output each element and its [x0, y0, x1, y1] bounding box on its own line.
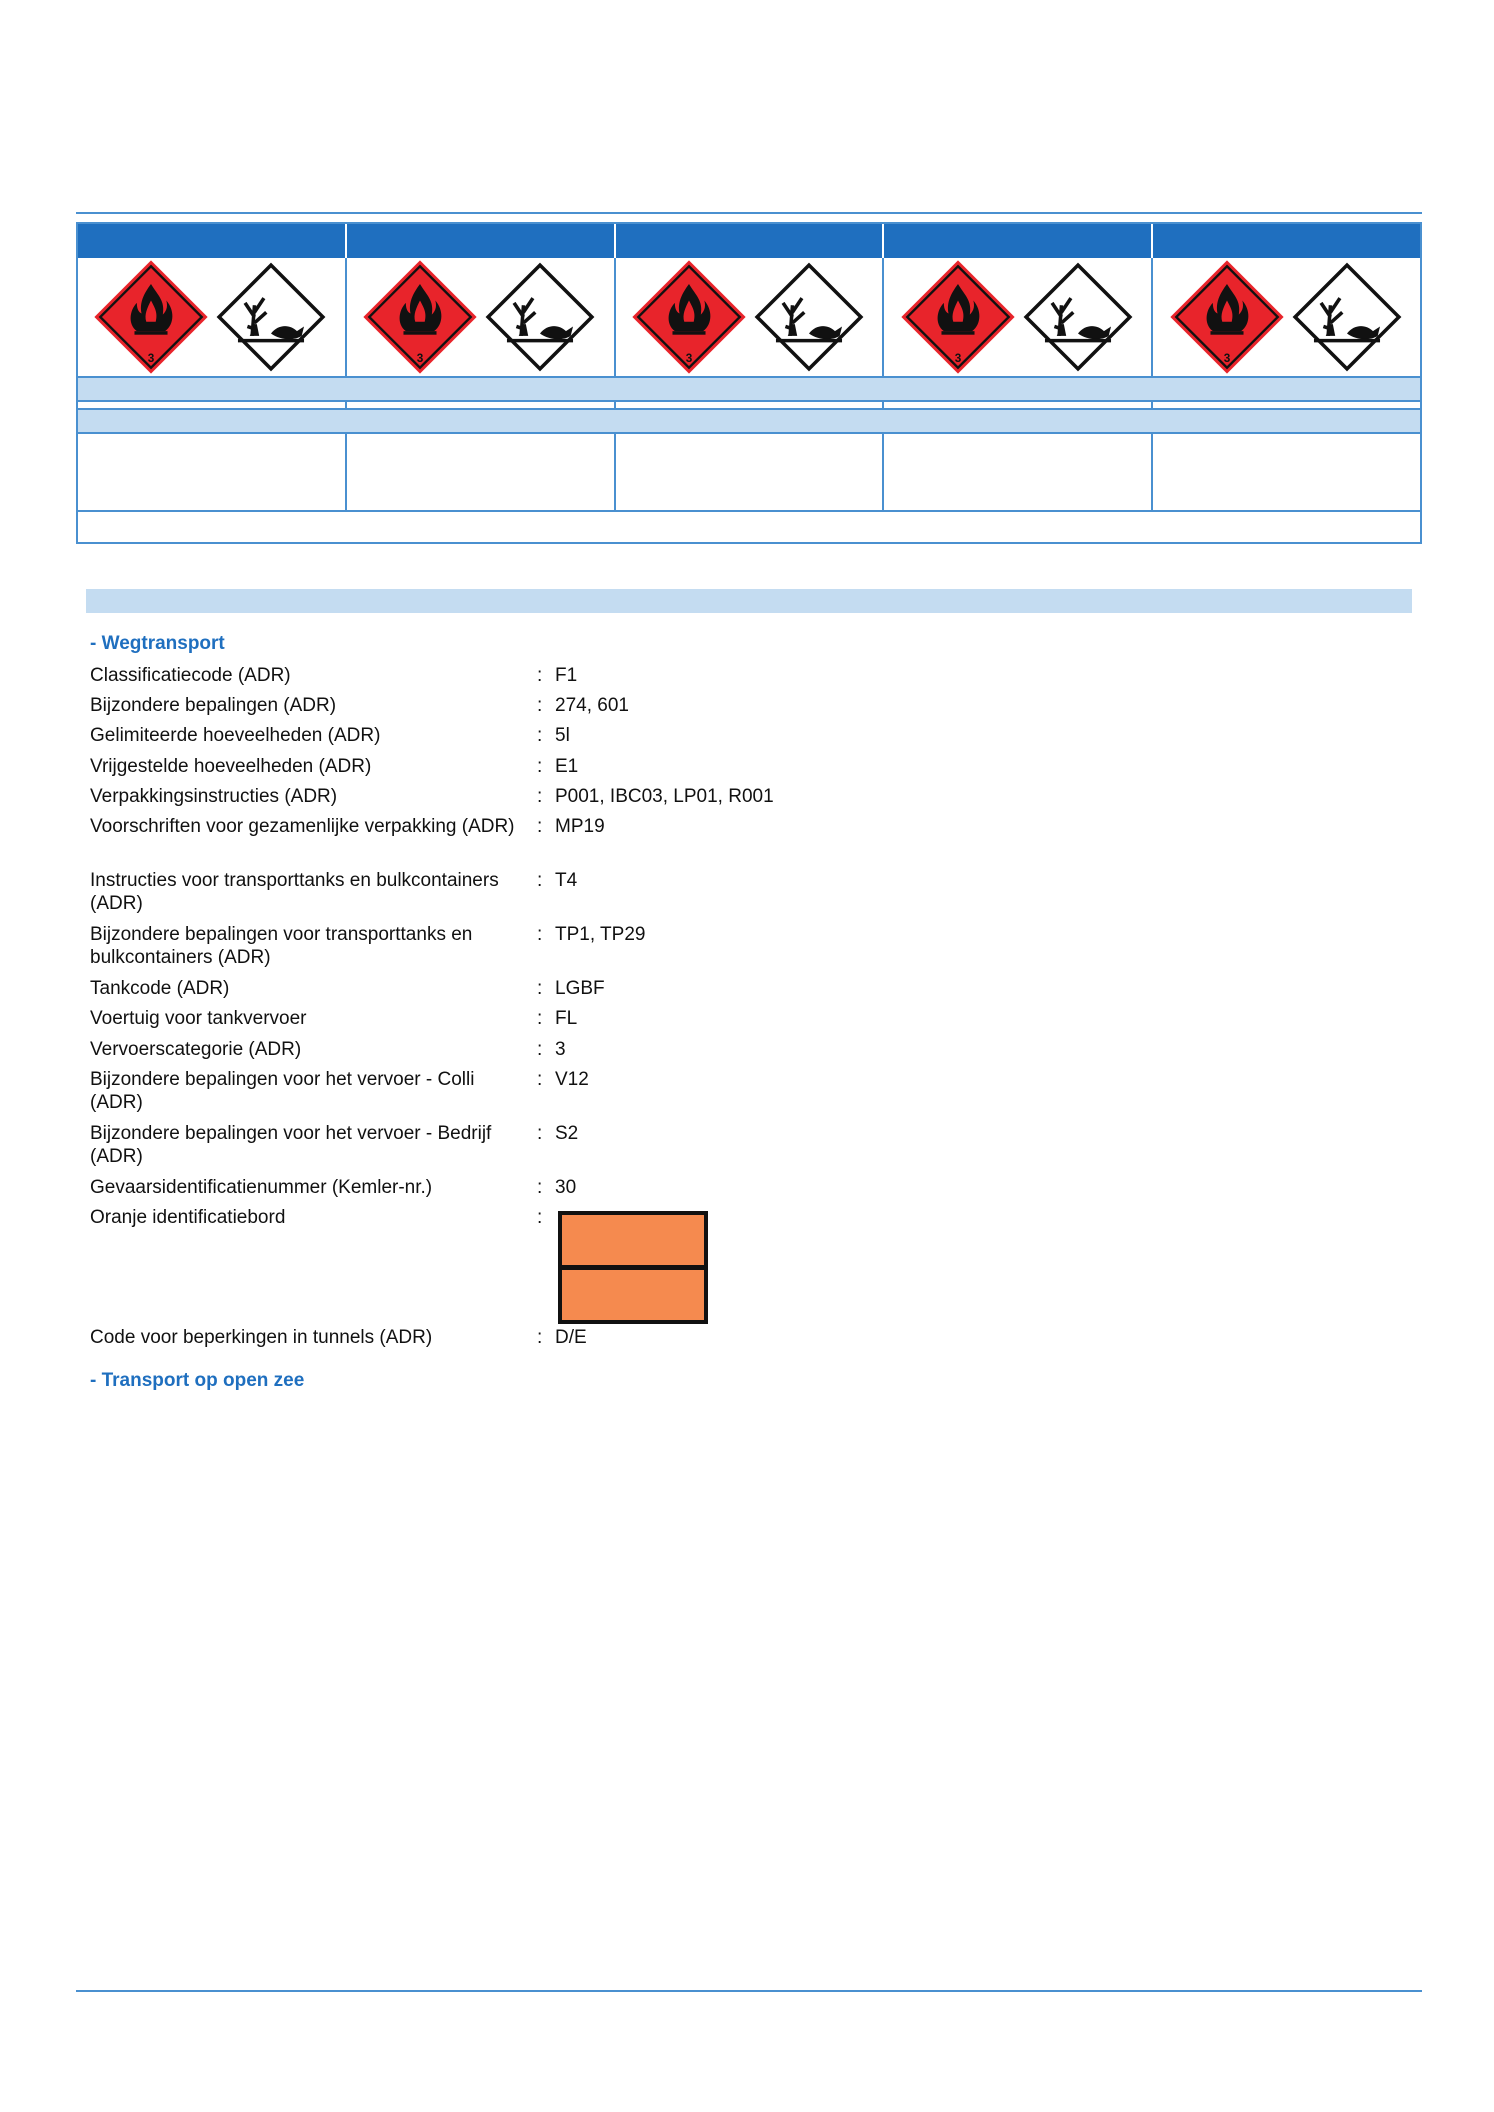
environment-hazard-icon: [212, 258, 330, 376]
precaution-row: [90, 1038, 1090, 1061]
column-imdg: [347, 224, 616, 258]
precaution-row: [90, 923, 1090, 969]
separator: :: [537, 1327, 543, 1348]
precaution-label: Verpakkingsinstructies (ADR): [90, 786, 338, 807]
packing-group-adr: [78, 402, 347, 408]
class-number: 3: [416, 351, 424, 365]
separator: :: [537, 695, 543, 716]
precaution-row: [90, 1122, 1090, 1168]
column-adn: [884, 224, 1153, 258]
precaution-row: [90, 1326, 1090, 1349]
precaution-value: E1: [555, 756, 579, 777]
precaution-row: [90, 724, 1090, 747]
packing-group-rid: [1153, 402, 1420, 408]
pictogram-cell-adr: [78, 258, 347, 376]
flame-icon: [1168, 258, 1286, 376]
env-hazard-adn: [884, 434, 1153, 510]
flame-icon: [92, 258, 210, 376]
environment-hazard-icon: [481, 258, 599, 376]
environment-hazard-icon: [1288, 258, 1406, 376]
env-hazard-iata: [616, 434, 885, 510]
precaution-value: F1: [555, 665, 578, 686]
precaution-value: V12: [555, 1069, 589, 1090]
column-rid: [1153, 224, 1420, 258]
flame-icon: [630, 258, 748, 376]
header-divider: [76, 212, 1422, 214]
separator: :: [537, 1069, 543, 1090]
flame-icon: [899, 258, 1017, 376]
environment-hazard-icon: [750, 258, 868, 376]
class-number: 3: [1223, 351, 1230, 365]
precaution-row: [90, 785, 1090, 808]
separator: :: [537, 1008, 543, 1029]
separator: :: [537, 816, 543, 837]
precaution-label: Instructies voor transporttanks en bulkcontainers (ADR): [90, 870, 499, 914]
precaution-row: [90, 1068, 1090, 1114]
precaution-label: Gelimiteerde hoeveelheden (ADR): [90, 725, 381, 746]
precaution-row: [90, 755, 1090, 778]
class-number: 3: [685, 351, 693, 365]
precaution-value: S2: [555, 1123, 579, 1144]
pictogram-cell-rid: [1153, 258, 1420, 376]
env-hazard-rid: [1153, 434, 1420, 510]
separator: :: [537, 870, 543, 891]
hazard-id-number: [562, 1215, 704, 1265]
class-number: 3: [148, 351, 155, 365]
footer-divider: [76, 1990, 1422, 1992]
precaution-row: [90, 869, 1090, 915]
precaution-value: 3: [555, 1039, 566, 1060]
column-adr: [78, 224, 347, 258]
additional-info-note: [78, 510, 1420, 542]
separator: :: [537, 756, 543, 777]
precaution-row: [90, 1007, 1090, 1030]
env-hazard-adr: [78, 434, 347, 510]
precaution-row: [90, 977, 1090, 1000]
precaution-label: Vrijgestelde hoeveelheden (ADR): [90, 756, 372, 777]
section-14-4-header: [78, 376, 1420, 400]
sea-transport-heading: - Transport op open zee: [90, 1370, 305, 1391]
precaution-label: Classificatiecode (ADR): [90, 665, 291, 686]
precaution-value: D/E: [555, 1327, 587, 1348]
section-14-6-header: [86, 589, 1412, 613]
transport-table-header: [78, 224, 1420, 258]
precaution-label: Bijzondere bepalingen (ADR): [90, 695, 337, 716]
precaution-label: Voorschriften voor gezamenlijke verpakking (ADR): [90, 816, 515, 837]
precaution-value: FL: [555, 1008, 578, 1029]
precaution-value: 5l: [555, 725, 570, 746]
separator: :: [537, 786, 543, 807]
pictogram-cell-adn: [884, 258, 1153, 376]
precaution-label: Code voor beperkingen in tunnels (ADR): [90, 1327, 433, 1348]
precaution-row: [90, 694, 1090, 717]
flame-icon: [361, 258, 479, 376]
transport-table: [76, 222, 1422, 544]
packing-group-adn: [884, 402, 1153, 408]
pictogram-cell-imdg: [347, 258, 616, 376]
environment-hazard-icon: [1019, 258, 1137, 376]
packing-group-imdg: [347, 402, 616, 408]
precaution-label: Bijzondere bepalingen voor het vervoer - Colli (ADR): [90, 1069, 475, 1113]
precaution-value: 274, 601: [555, 695, 629, 716]
pictogram-row: [78, 258, 1420, 376]
precaution-value: TP1, TP29: [555, 924, 646, 945]
precaution-row: [90, 815, 1090, 861]
env-hazard-imdg: [347, 434, 616, 510]
separator: :: [537, 924, 543, 945]
packing-group-iata: [616, 402, 885, 408]
precaution-value: LGBF: [555, 978, 605, 999]
orange-identification-plate: [558, 1211, 708, 1324]
precaution-value: 30: [555, 1177, 577, 1198]
road-transport-heading: - Wegtransport: [90, 633, 225, 654]
packing-group-row: [78, 400, 1420, 408]
precaution-label: Voertuig voor tankvervoer: [90, 1008, 307, 1029]
precaution-label: Bijzondere bepalingen voor het vervoer - Bedrijf (ADR): [90, 1123, 492, 1167]
pictogram-cell-iata: [616, 258, 885, 376]
precaution-value: T4: [555, 870, 578, 891]
precaution-value: MP19: [555, 816, 605, 837]
precaution-label: Vervoerscategorie (ADR): [90, 1039, 302, 1060]
separator: :: [537, 978, 543, 999]
precaution-label: Bijzondere bepalingen voor transporttanks en bulkcontainers (ADR): [90, 924, 473, 968]
environmental-hazards-row: [78, 432, 1420, 510]
precaution-label: Tankcode (ADR): [90, 978, 230, 999]
precaution-row: [90, 664, 1090, 687]
separator: :: [537, 1207, 543, 1228]
separator: :: [537, 1039, 543, 1060]
precaution-label: Gevaarsidentificatienummer (Kemler-nr.): [90, 1177, 433, 1198]
precaution-value: P001, IBC03, LP01, R001: [555, 786, 774, 807]
separator: :: [537, 1123, 543, 1144]
separator: :: [537, 665, 543, 686]
separator: :: [537, 1177, 543, 1198]
separator: :: [537, 725, 543, 746]
un-number: [562, 1270, 704, 1320]
section-14-5-header: [78, 408, 1420, 432]
precaution-label: Oranje identificatiebord: [90, 1207, 286, 1228]
column-iata: [616, 224, 885, 258]
precaution-row: [90, 1176, 1090, 1199]
class-number: 3: [954, 351, 962, 365]
